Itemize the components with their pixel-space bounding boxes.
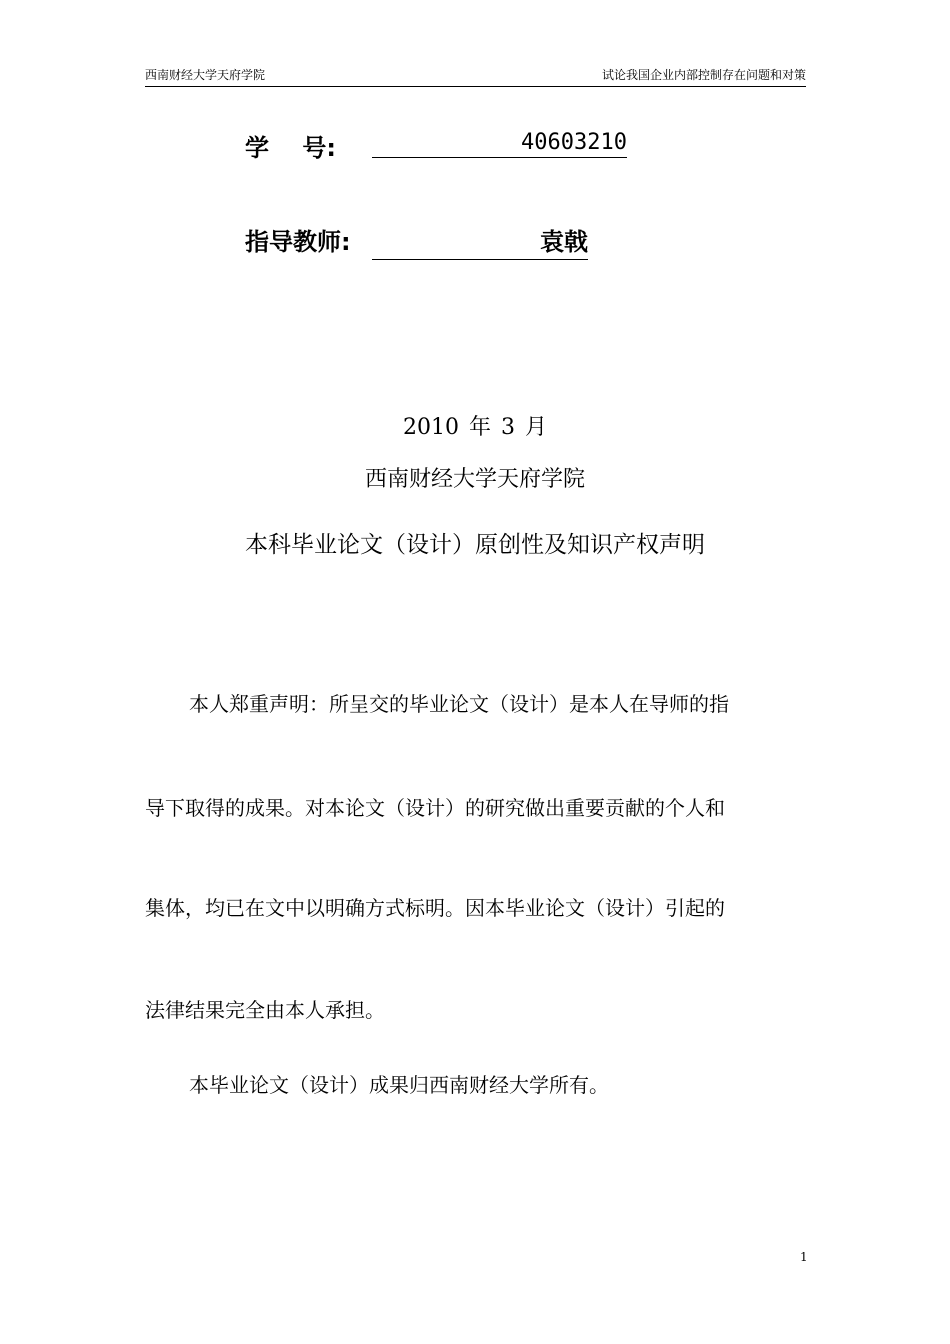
- student-id-label: 学 号:: [245, 134, 337, 162]
- advisor-label: 指导教师:: [245, 228, 351, 256]
- submission-date: [0, 410, 950, 441]
- page-header: [145, 66, 806, 87]
- date-month-unit: 月: [525, 415, 548, 440]
- page-number: 1: [800, 1250, 808, 1264]
- advisor-value: 袁戟: [372, 222, 588, 260]
- school-name: 西南财经大学天府学院: [364, 467, 585, 492]
- student-id-field: [245, 128, 645, 162]
- date-year: 2010: [402, 415, 459, 440]
- paragraph1-line2: 导下取得的成果。对本论文（设计）的研究做出重要贡献的个人和: [145, 796, 725, 820]
- declaration-title: 本科毕业论文（设计）原创性及知识产权声明: [245, 532, 705, 558]
- header-left-text: 西南财经大学天府学院: [145, 68, 266, 82]
- date-year-unit: 年: [468, 415, 491, 440]
- date-month: 3: [501, 415, 515, 440]
- student-id-value: 40603210: [372, 130, 627, 158]
- paragraph1-line1: 本人郑重声明：所呈交的毕业论文（设计）是本人在导师的指: [189, 692, 729, 716]
- paragraph2: 本毕业论文（设计）成果归西南财经大学所有。: [189, 1073, 609, 1097]
- paragraph1-line4: 法律结果完全由本人承担。: [145, 998, 385, 1022]
- advisor-field: [245, 222, 645, 256]
- header-right-text: 试论我国企业内部控制存在问题和对策: [601, 68, 806, 82]
- paragraph1-line3: 集体，均已在文中以明确方式标明。因本毕业论文（设计）引起的: [145, 896, 725, 920]
